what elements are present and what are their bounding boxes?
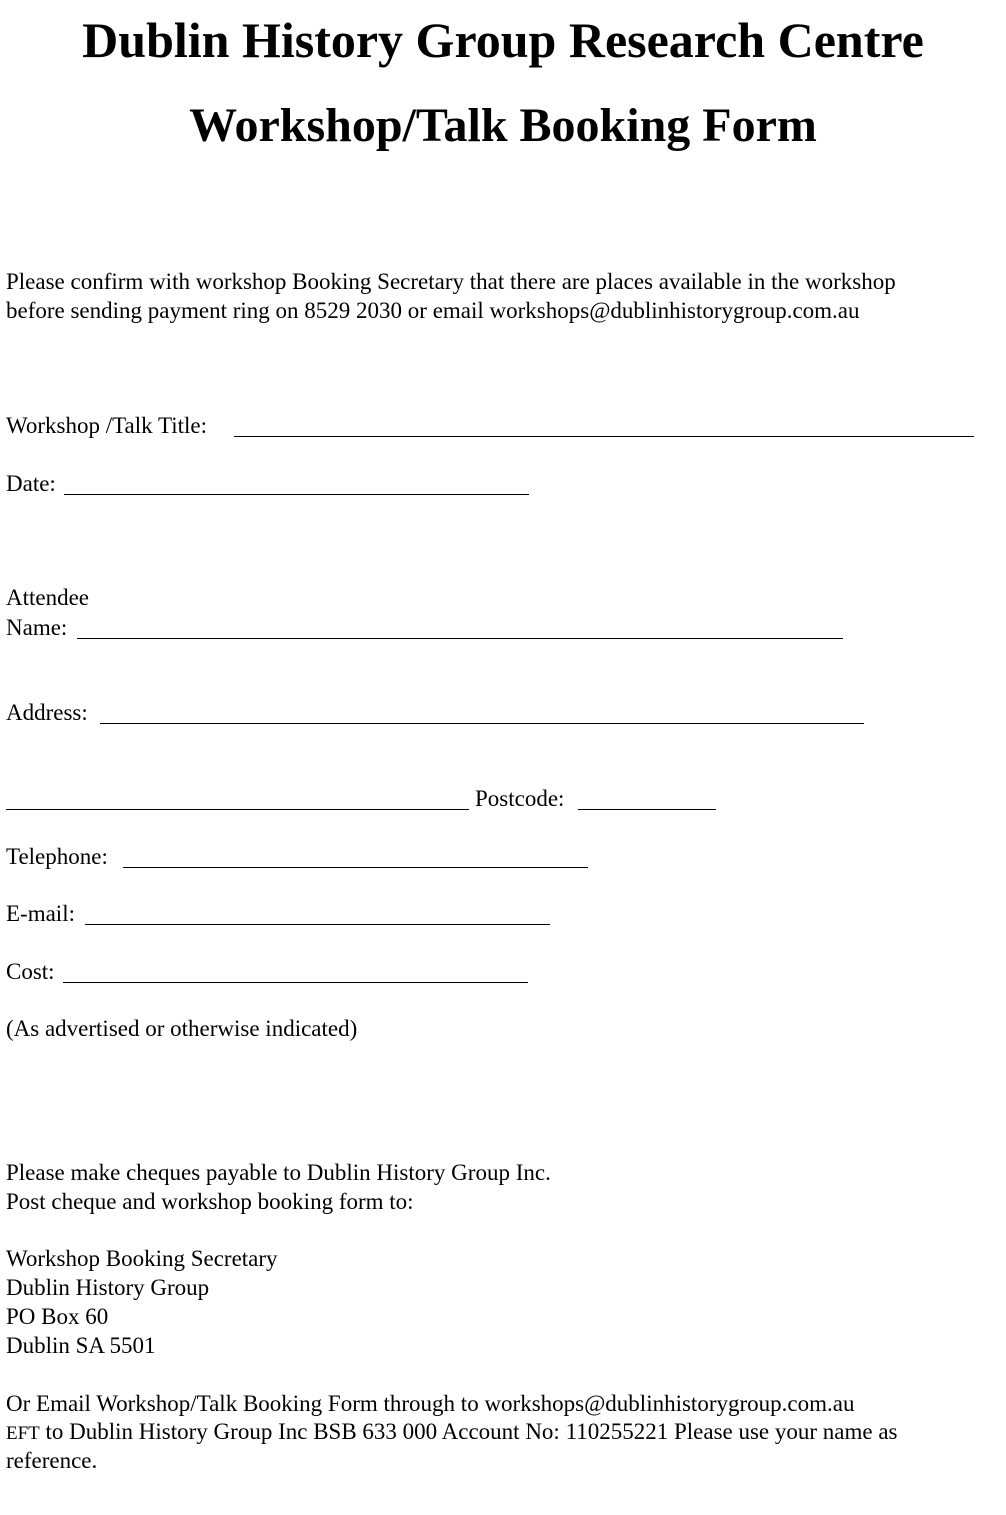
telephone-label: Telephone:	[6, 844, 108, 869]
cheque-instructions: Please make cheques payable to Dublin History Group Inc.	[6, 1160, 551, 1185]
attendee-label: Attendee	[6, 585, 90, 610]
email-submission-text: Or Email Workshop/Talk Booking Form through to workshops@dublinhistorygroup.com.au	[6, 1391, 855, 1416]
email-field[interactable]	[85, 924, 550, 925]
eft-details: to Dublin History Group Inc BSB 633 000 Account No: 110255221 Please use your name as	[39, 1419, 898, 1444]
address-label: Address:	[6, 700, 88, 725]
workshop-title-field[interactable]	[234, 436, 974, 437]
page-title: Dublin History Group Research Centre	[82, 12, 924, 68]
intro-text-line-1: Please confirm with workshop Booking Secretary that there are places available in the workshop	[6, 269, 896, 294]
cost-label: Cost:	[6, 959, 55, 984]
eft-text-line-2: reference.	[6, 1448, 98, 1473]
address-field[interactable]	[100, 723, 864, 724]
eft-text	[6, 1417, 898, 1448]
intro-text-line-2: before sending payment ring on 8529 2030 or email workshops@dublinhistorygroup.com.au	[6, 298, 860, 323]
name-field[interactable]	[77, 638, 843, 639]
cost-note: (As advertised or otherwise indicated)	[6, 1016, 358, 1041]
postal-address-line-4: Dublin SA 5501	[6, 1333, 156, 1358]
date-field[interactable]	[64, 494, 529, 495]
email-label: E-mail:	[6, 901, 75, 926]
postcode-label: Postcode:	[475, 786, 565, 811]
postal-address-line-2: Dublin History Group	[6, 1275, 210, 1300]
eft-prefix: EFT	[6, 1423, 40, 1444]
cost-field[interactable]	[63, 982, 528, 983]
telephone-field[interactable]	[123, 867, 588, 868]
name-label: Name:	[6, 615, 68, 640]
address-line-2-field[interactable]	[6, 809, 469, 810]
page-subtitle: Workshop/Talk Booking Form	[189, 99, 817, 152]
workshop-title-label: Workshop /Talk Title:	[6, 413, 208, 438]
postcode-field[interactable]	[578, 809, 716, 810]
date-label: Date:	[6, 471, 56, 496]
postal-address-line-3: PO Box 60	[6, 1304, 109, 1329]
post-instructions: Post cheque and workshop booking form to:	[6, 1189, 414, 1214]
postal-address-line-1: Workshop Booking Secretary	[6, 1246, 278, 1271]
